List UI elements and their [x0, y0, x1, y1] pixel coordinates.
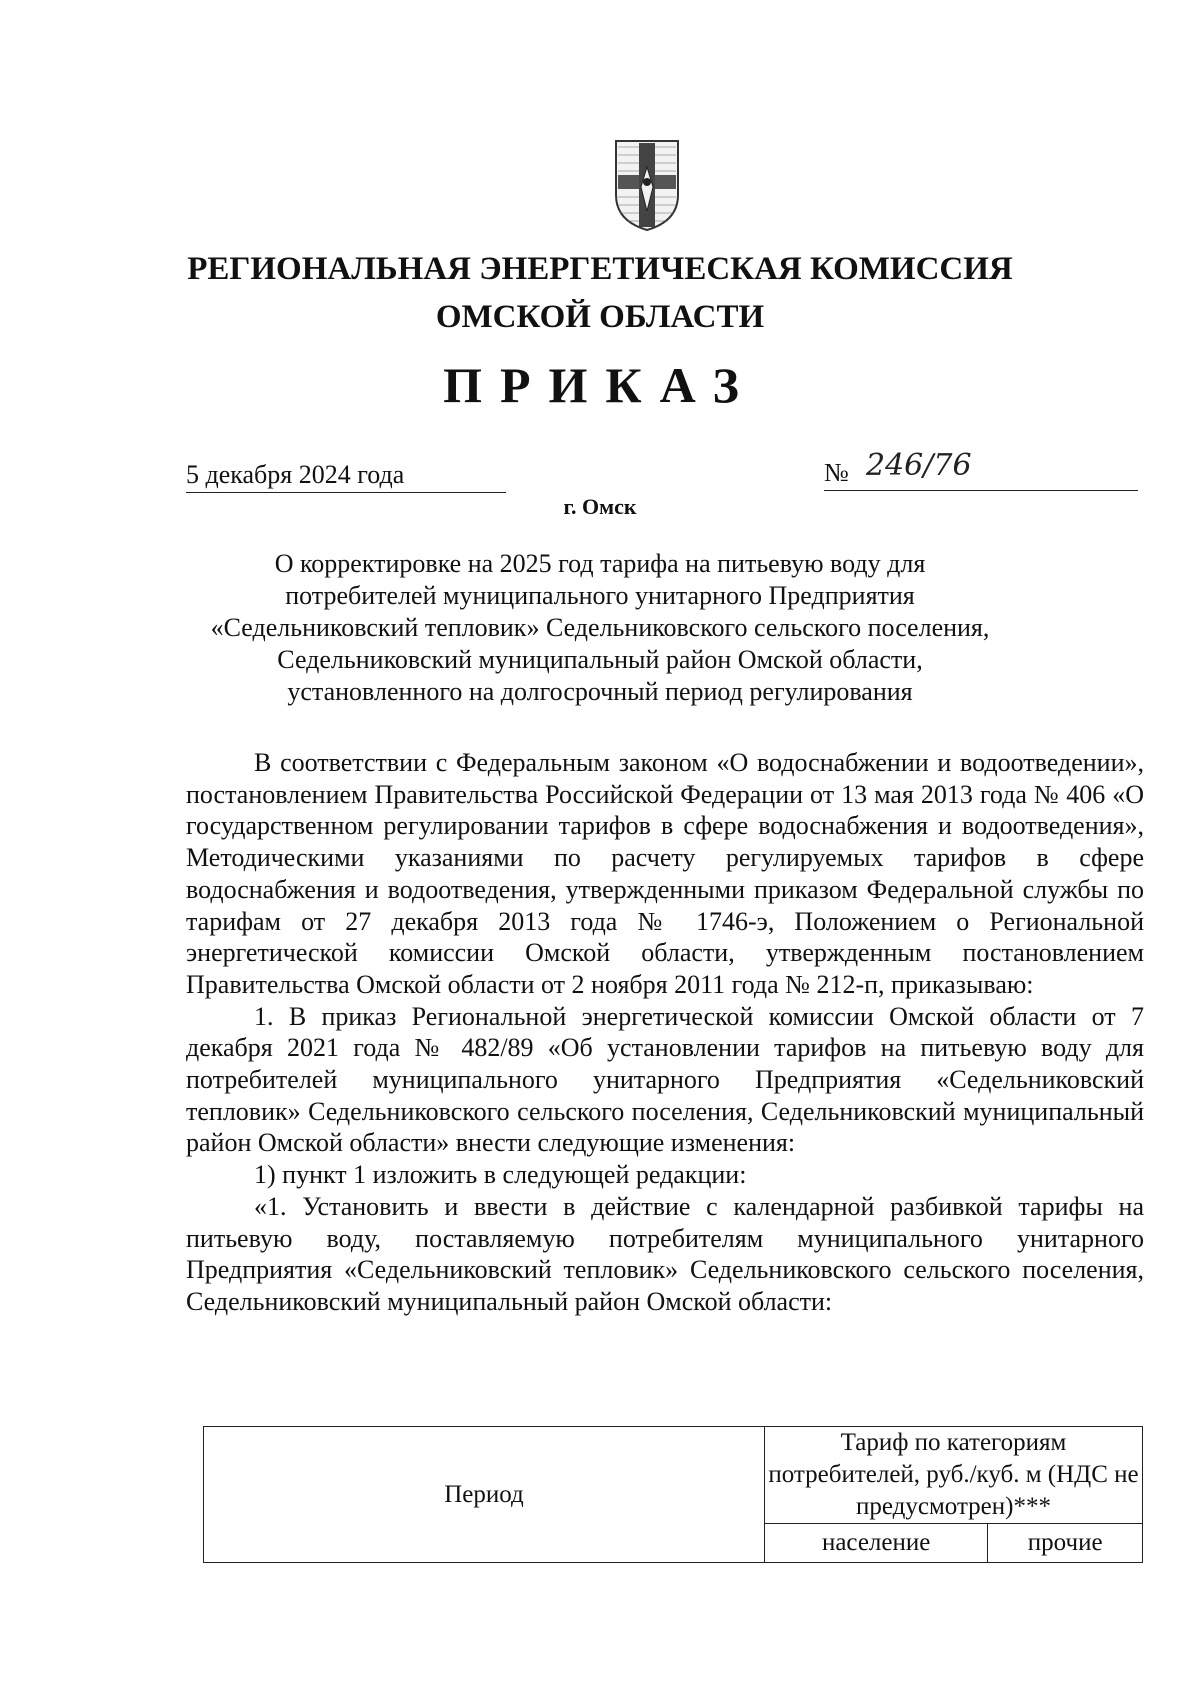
coat-of-arms-emblem-icon — [612, 137, 682, 233]
subitem-1-paragraph: 1) пункт 1 изложить в следующей редакции: — [254, 1160, 747, 1190]
document-type-heading: ПРИКАЗ — [443, 357, 757, 413]
order-number-value: 246/76 — [866, 448, 972, 483]
column-header-tariff: Тариф по категориям потребителей, руб./куб. м (НДС не предусмотрен)*** — [765, 1427, 1143, 1524]
column-header-other: прочие — [988, 1524, 1143, 1563]
order-date: 5 декабря 2024 года — [186, 458, 506, 493]
quoted-clause-paragraph: «1. Установить и ввести в действие с календарной разбивкой тарифы на питьевую воду, поставляемую потребителям муниципального унитарного Предприятия «Седельниковский тепловик» Седельниковского сельского поселения, Седельниковский муниципальный район Омской области: — [186, 1191, 1144, 1316]
column-header-population: население — [765, 1524, 988, 1563]
order-body — [186, 747, 1144, 1318]
organization-title-line2: ОМСКОЙ ОБЛАСТИ — [435, 299, 765, 335]
organization-title-line1: РЕГИОНАЛЬНАЯ ЭНЕРГЕТИЧЕСКАЯ КОМИССИЯ — [187, 251, 1013, 287]
tariff-table — [203, 1426, 1143, 1563]
column-header-period: Период — [204, 1427, 765, 1563]
preamble-paragraph: В соответствии с Федеральным законом «О водоснабжении и водоотведении», постановлением Правительства Российской Федерации от 13 мая 2013 года № 406 «О государственном регулировании тарифов в сфере водоснабжения и водоотведения», Методическими указаниями по расчету регулируемых тарифов в сфере водоснабжения и водоотведения, утвержденными приказом Федеральной службы по тарифам от 27 декабря 2013 года № 1746-э, Положением о Региональной энергетической комиссии Омской области, утвержденным постановлением Правительства Омской области от 2 ноября 2011 года № 212-п, приказываю: — [186, 748, 1144, 999]
order-number-label: № — [824, 458, 849, 487]
order-subject: О корректировке на 2025 год тарифа на питьевую воду для потребителей муниципального унитарного Предприятия «Седельниковский тепловик» Седельниковского сельского поселения, Седельниковский муниципальный район Омской области, установленного на долгосрочный период регулирования — [210, 549, 990, 706]
city-name: г. Омск — [563, 494, 637, 519]
order-number-underline — [824, 490, 1138, 491]
item-1-paragraph: 1. В приказ Региональной энергетической комиссии Омской области от 7 декабря 2021 года № 482/89 «Об установлении тарифов на питьевую воду для потребителей муниципального унитарного Предприятия «Седельниковский тепловик» Седельниковского сельского поселения, Седельниковский муниципальный район Омской области» внести следующие изменения: — [186, 1001, 1144, 1158]
